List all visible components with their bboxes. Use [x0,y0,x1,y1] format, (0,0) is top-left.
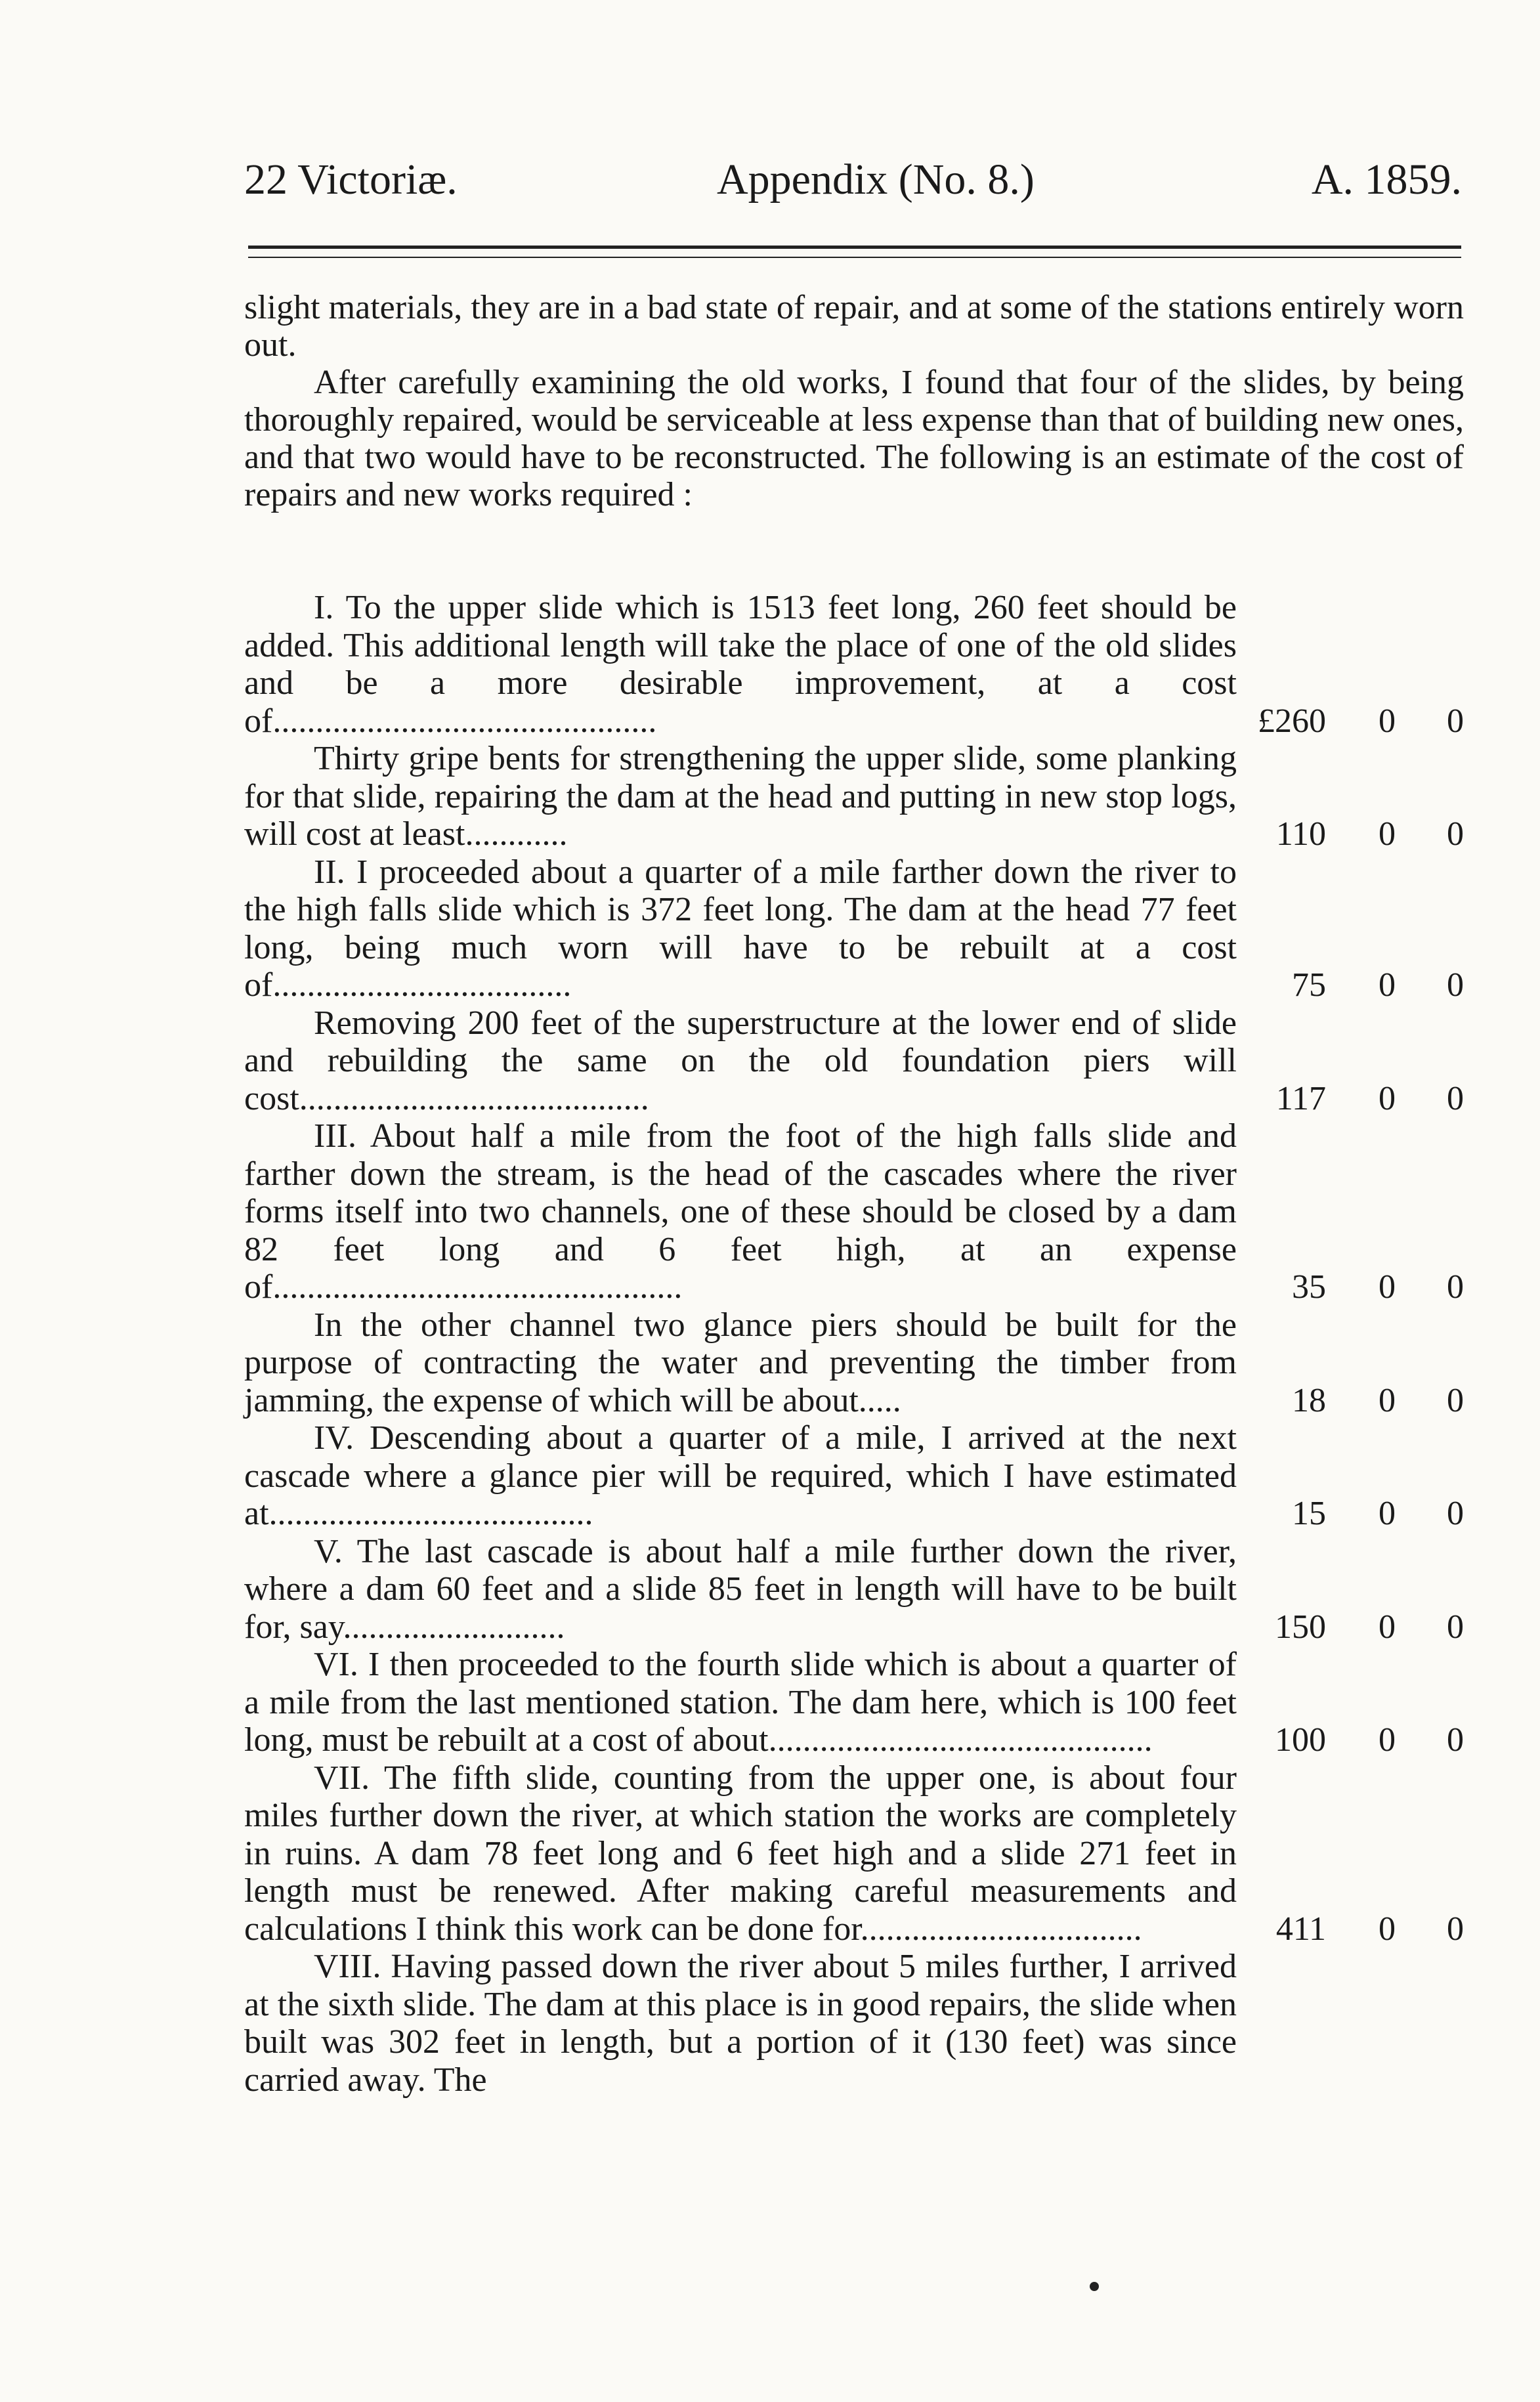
amount-pounds: 110 [1275,815,1326,853]
entry-text: Thirty gripe bents for strengthening the upper slide, some planking for that slide, repairing the dam at the head and putting in new stop logs, will cost at least............ [244,740,1237,853]
entry-text: VIII. Having passed down the river about 5 miles further, I arrived at the sixth slide. The dam at this place is in good repairs, the slide when built was 302 feet in length, but a portion of it (130 feet) was since carried away. The [244,1948,1237,2099]
amount-pounds: 411 [1275,1910,1326,1948]
amount-shillings: 0 [1379,1910,1396,1948]
amount-pence: 0 [1447,1495,1464,1532]
entry-amount [1237,1910,1464,1948]
estimate-entry [244,1306,1464,1420]
entry-amount [1237,2061,1464,2099]
entry-amount [1237,1495,1464,1533]
entry-text: VII. The fifth slide, counting from the upper one, is about four miles further down the river, at which station the works are completely in ruins. A dam 78 feet long and 6 feet high and a slide 271 feet in length must be renewed. After making careful measurements and calculations I think this work can be done for................................. [244,1759,1237,1948]
amount-pence: 0 [1447,1608,1464,1646]
estimate-entry [244,1759,1464,1948]
amount-pence: 0 [1447,1721,1464,1759]
amount-pounds: 117 [1275,1079,1326,1117]
header-rule-thick [248,246,1461,249]
amount-pounds: 75 [1292,966,1326,1004]
running-header [244,155,1462,221]
estimate-entry [244,589,1464,740]
amount-pence: 0 [1447,966,1464,1004]
ink-speck [1090,2282,1099,2291]
amount-pence: 0 [1447,1910,1464,1948]
entry-text: V. The last cascade is about half a mile further down the river, where a dam 60 feet and a slide 85 feet in length will have to be built for, say.......................... [244,1532,1237,1646]
entry-amount [1237,815,1464,853]
estimate-entry [244,853,1464,1004]
entry-text: II. I proceeded about a quarter of a mile farther down the river to the high falls slide which is 372 feet long. The dam at the head 77 feet long, being much worn will have to be rebuilt at a cost of................................... [244,853,1237,1004]
estimate-entry [244,740,1464,853]
amount-pence: 0 [1447,1079,1464,1117]
amount-pounds: 15 [1292,1495,1326,1532]
amount-shillings: 0 [1379,1495,1396,1532]
entry-amount [1237,1080,1464,1118]
amount-pounds: 150 [1275,1608,1326,1646]
entry-amount [1237,1721,1464,1759]
entry-amount [1237,1608,1464,1646]
entry-text: III. About half a mile from the foot of the high falls slide and farther down the stream, is the head of the cascades where the river forms itself into two channels, one of these should be closed by a dam 82 feet long and 6 feet high, at an expense of................................................ [244,1117,1237,1306]
amount-shillings: 0 [1379,702,1396,740]
amount-pence: 0 [1447,815,1464,853]
amount-pounds: £260 [1258,702,1326,740]
estimate-entry [244,1004,1464,1118]
entry-text: Removing 200 feet of the superstructure at the lower end of slide and rebuilding the same on the old foundation piers will cost......................................... [244,1004,1237,1117]
header-rule-thin [248,257,1461,258]
amount-shillings: 0 [1379,966,1396,1004]
header-year: A. 1859. [1311,156,1462,204]
entry-amount [1237,966,1464,1004]
estimate-entry [244,1419,1464,1533]
amount-pence: 0 [1447,1268,1464,1306]
intro-paragraph: After carefully examining the old works, I found that four of the slides, by being thoroughly repaired, would be serviceable at less expense than that of building new ones, and that two would have to be reconstructed. The following is an estimate of the cost of repairs and new works required : [244,364,1464,513]
amount-pounds: 35 [1292,1268,1326,1306]
entry-text: IV. Descending about a quarter of a mile, I arrived at the next cascade where a glance pier will be required, which I have estimated at...................................... [244,1419,1237,1532]
amount-shillings: 0 [1379,1608,1396,1646]
header-appendix: Appendix (No. 8.) [717,156,1035,204]
estimate-entry [244,1646,1464,1759]
amount-shillings: 0 [1379,815,1396,853]
entry-text: VI. I then proceeded to the fourth slide which is about a quarter of a mile from the last mentioned station. The dam here, which is 100 feet long, must be rebuilt at a cost of about............................................. [244,1646,1237,1759]
entry-amount [1237,1382,1464,1420]
intro-paragraph: slight materials, they are in a bad state of repair, and at some of the stations entirely worn out. [244,289,1464,364]
amount-shillings: 0 [1379,1079,1396,1117]
estimate-entry [244,1117,1464,1306]
amount-pence: 0 [1447,702,1464,740]
amount-pounds: 100 [1275,1721,1326,1759]
header-session: 22 Victoriæ. [244,156,458,204]
entry-amount [1237,702,1464,740]
entry-text: I. To the upper slide which is 1513 feet long, 260 feet should be added. This additional length will take the place of one of the old slides and be a more desirable improvement, at a cost of............................................. [244,589,1237,740]
amount-pence: 0 [1447,1381,1464,1419]
amount-shillings: 0 [1379,1381,1396,1419]
entry-amount [1237,1268,1464,1306]
estimate-entry [244,1533,1464,1646]
amount-shillings: 0 [1379,1721,1396,1759]
amount-shillings: 0 [1379,1268,1396,1306]
amount-pounds: 18 [1292,1381,1326,1419]
estimate-entry [244,1948,1464,2099]
estimate-list [244,589,1464,2099]
intro-text [244,289,1464,513]
entry-text: In the other channel two glance piers should be built for the purpose of contracting the water and preventing the timber from jamming, the expense of which will be about..... [244,1306,1237,1419]
